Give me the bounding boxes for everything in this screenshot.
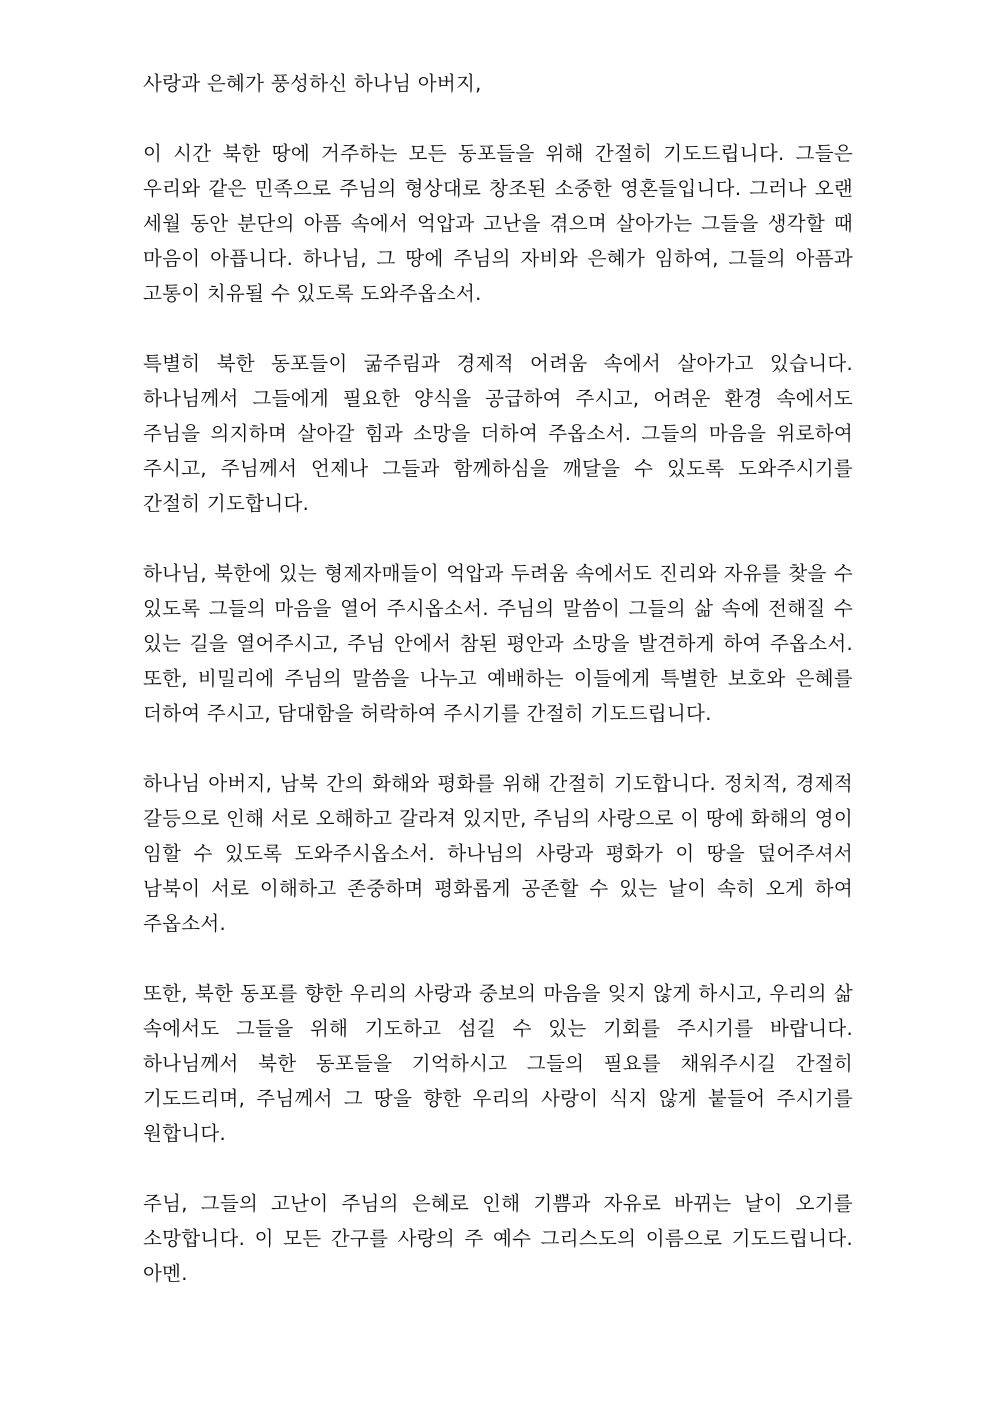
paragraph-3: 하나님, 북한에 있는 형제자매들이 억압과 두려움 속에서도 진리와 자유를 찾을 수 있도록 그들의 마음을 열어 주시옵소서. 주님의 말씀이 그들의 삶 속에 전해질 수 있는 길을 열어주시고, 주님 안에서 참된 평안과 소망을 발견하게 하여 주옵소서. 또한, 비밀리에 주님의 말씀을 나누고 예배하는 이들에게 특별한 보호와 은혜를 더하여 주시고, 담대함을 허락하여 주시기를 간절히 기도드립니다. bbox=[143, 562, 853, 725]
paragraph-1: 이 시간 북한 땅에 거주하는 모든 동포들을 위해 간절히 기도드립니다. 그들은 우리와 같은 민족으로 주님의 형상대로 창조된 소중한 영혼들입니다. 그러나 오랜 세월 동안 분단의 아픔 속에서 억압과 고난을 겪으며 살아가는 그들을 생각할 때 마음이 아픕니다. 하나님, 그 땅에 주님의 자비와 은혜가 임하여, 그들의 아픔과 고통이 치유될 수 있도록 도와주옵소서. bbox=[143, 142, 853, 305]
paragraph-4: 하나님 아버지, 남북 간의 화해와 평화를 위해 간절히 기도합니다. 정치적, 경제적 갈등으로 인해 서로 오해하고 갈라져 있지만, 주님의 사랑으로 이 땅에 화해의 영이 임할 수 있도록 도와주시옵소서. 하나님의 사랑과 평화가 이 땅을 덮어주셔서 남북이 서로 이해하고 존중하며 평화롭게 공존할 수 있는 날이 속히 오게 하여 주옵소서. bbox=[143, 772, 853, 935]
paragraph-2: 특별히 북한 동포들이 굶주림과 경제적 어려움 속에서 살아가고 있습니다. 하나님께서 그들에게 필요한 양식을 공급하여 주시고, 어려운 환경 속에서도 주님을 의지하며 살아갈 힘과 소망을 더하여 주옵소서. 그들의 마음을 위로하여 주시고, 주님께서 언제나 그들과 함께하심을 깨달을 수 있도록 도와주시기를 간절히 기도합니다. bbox=[143, 352, 853, 515]
paragraph-5: 또한, 북한 동포를 향한 우리의 사랑과 중보의 마음을 잊지 않게 하시고, 우리의 삶 속에서도 그들을 위해 기도하고 섬길 수 있는 기회를 주시기를 바랍니다. 하나님께서 북한 동포들을 기억하시고 그들의 필요를 채워주시길 간절히 기도드리며, 주님께서 그 땅을 향한 우리의 사랑이 식지 않게 붙들어 주시기를 원합니다. bbox=[143, 982, 853, 1145]
greeting-line: 사랑과 은혜가 풍성하신 하나님 아버지, bbox=[143, 72, 482, 95]
prayer-text bbox=[143, 66, 853, 1291]
paragraph-6: 주님, 그들의 고난이 주님의 은혜로 인해 기쁨과 자유로 바뀌는 날이 오기를 소망합니다. 이 모든 간구를 사랑의 주 예수 그리스도의 이름으로 기도드립니다. 아멘. bbox=[143, 1192, 853, 1285]
